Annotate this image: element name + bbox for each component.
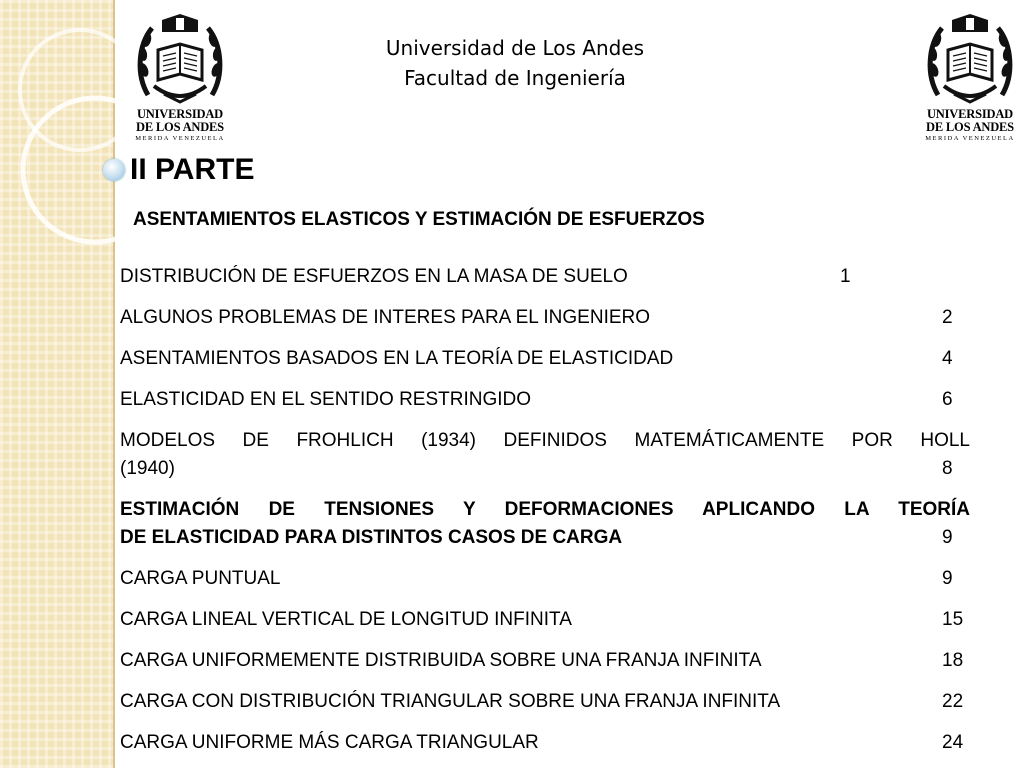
logo-location: MERIDA VENEZUELA [135,135,225,142]
toc-entry [120,427,970,483]
university-logo-right [915,10,1024,142]
toc-entry [120,496,970,552]
toc-entry [120,345,970,373]
toc-entry-title: ESTIMACIÓN DE TENSIONES Y DEFORMACIONES APLICANDO LA TEORÍA [120,499,970,520]
toc-entry [120,263,970,291]
toc-entry [120,565,970,593]
toc-entry-title-continued: (1940) [120,458,175,479]
toc-entry-page: 9 [942,527,953,548]
toc-entry [120,606,970,634]
toc-entry [120,386,970,414]
toc-entry-page: 24 [942,732,964,753]
toc-entry-title-continued: DE ELASTICIDAD PARA DISTINTOS CASOS DE CARGA [120,527,623,548]
toc-entry-title: CARGA CON DISTRIBUCIÓN TRIANGULAR SOBRE UNA FRANJA INFINITA [120,691,781,712]
table-of-contents [120,263,970,757]
toc-entry-page: 4 [942,348,953,369]
toc-entry-page: 8 [942,458,953,479]
toc-entry-page: 2 [942,307,953,328]
university-logo-left [125,10,235,142]
university-seal-icon [134,10,226,108]
toc-entry [120,647,970,675]
toc-entry-title: CARGA PUNTUAL [120,568,281,589]
toc-entry-page: 15 [942,609,964,630]
toc-entry [120,688,970,716]
logo-location: MERIDA VENEZUELA [925,135,1015,142]
slide-header [330,33,700,93]
part-title: II PARTE [130,153,255,186]
logo-name-line2: DE LOS ANDES [926,120,1014,134]
faculty-name: Facultad de Ingeniería [404,66,626,90]
toc-entry-title: ELASTICIDAD EN EL SENTIDO RESTRINGIDO [120,389,532,410]
logo-name-line1: UNIVERSIDAD [926,107,1013,121]
toc-entry-title: ALGUNOS PROBLEMAS DE INTERES PARA EL INGENIERO [120,307,651,328]
toc-entry-page: 22 [942,691,964,712]
logo-name-line2: DE LOS ANDES [136,120,224,134]
toc-entry-title: DISTRIBUCIÓN DE ESFUERZOS EN LA MASA DE SUELO [120,266,628,287]
toc-entry-title: ASENTAMIENTOS BASADOS EN LA TEORÍA DE ELASTICIDAD [120,348,674,369]
toc-entry [120,729,970,757]
toc-entry-page: 18 [942,650,964,671]
toc-entry-page: 6 [942,389,953,410]
toc-entry-title: CARGA UNIFORMEMENTE DISTRIBUIDA SOBRE UNA FRANJA INFINITA [120,650,762,671]
toc-entry-title: MODELOS DE FROHLICH (1934) DEFINIDOS MATEMÁTICAMENTE POR HOLL [120,430,970,451]
toc-entry-page: 9 [942,568,953,589]
university-seal-icon [924,10,1016,108]
logo-name-line1: UNIVERSIDAD [136,107,223,121]
toc-entry-title: CARGA LINEAL VERTICAL DE LONGITUD INFINITA [120,609,572,630]
university-name: Universidad de Los Andes [385,36,645,60]
toc-entry [120,304,970,332]
bullet-dot [103,159,125,181]
toc-entry-page: 1 [840,266,851,287]
section-subtitle: ASENTAMIENTOS ELASTICOS Y ESTIMACIÓN DE ESFUERZOS [133,209,705,230]
toc-entry-title: CARGA UNIFORME MÁS CARGA TRIANGULAR [120,732,539,753]
